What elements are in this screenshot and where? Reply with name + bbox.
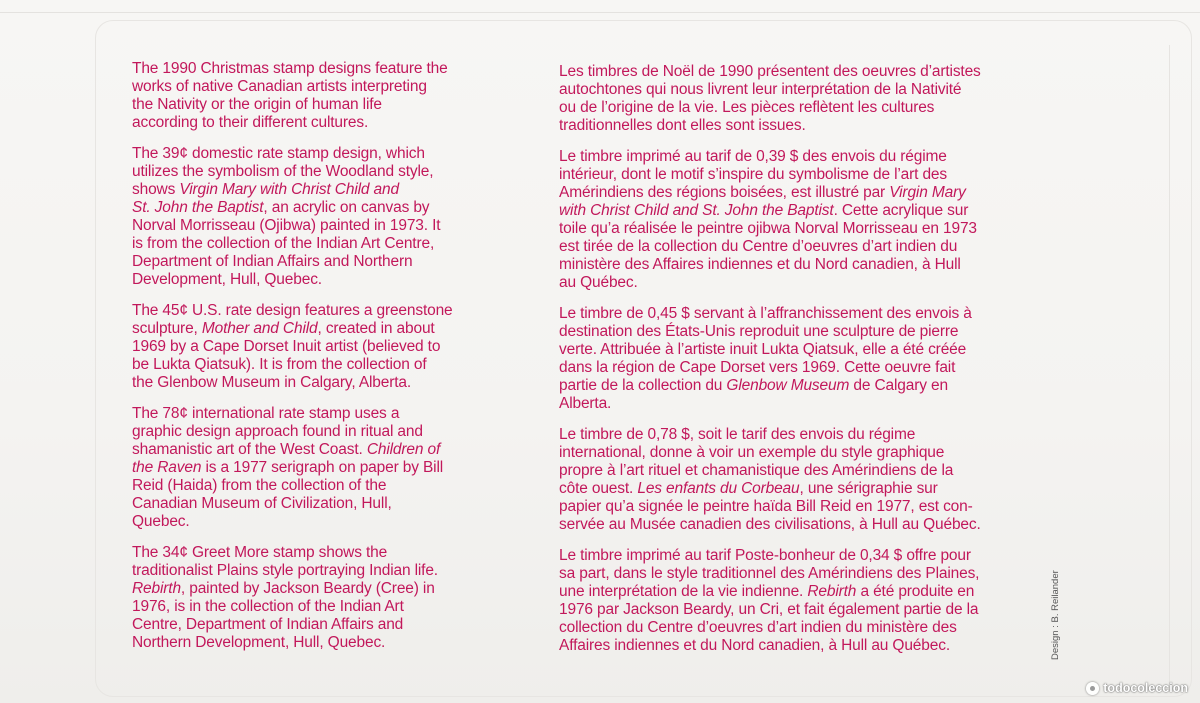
english-45c-text-b: , created in about 1969 by a Cape Dorset Inuit artist (believed to be Lukta Qiatsuk). It is from the collection of the Glenbow Museum in Calgary, Alberta. [132, 320, 441, 391]
english-78c-text-a: The 78¢ international rate stamp uses a graphic design approach found in ritual and shamanistic art of the West Coast. [132, 405, 423, 458]
french-intro-paragraph: Les timbres de Noël de 1990 présentent des oeuvres d’artistes autochtones qui nous livrent leur interprétation de la Nativité ou de l’origine de la vie. Les pièces reflètent les cultures traditionnelles dont elles sont issues. [559, 63, 981, 134]
french-078-text-a: Le timbre de 0,78 $, soit le tarif des envois du régime international, donne à voir un exemple du style graphique propre à l’art rituel et chamanistique des Amérindiens de la côte ouest. [559, 426, 954, 497]
envelope-right-edge [1169, 45, 1200, 685]
french-078-artwork-title: Les enfants du Corbeau [637, 480, 800, 497]
french-078-text-b: , une sérigraphie sur papier qu’a signée le peintre haïda Bill Reid en 1977, est con- servée au Musée canadien des civilisations, à Hull au Québec. [559, 480, 981, 533]
english-text-column [132, 60, 512, 665]
english-45c-text-a: The 45¢ U.S. rate design features a greenstone sculpture, [132, 302, 453, 337]
english-45c-paragraph [132, 302, 512, 392]
english-34c-text-b: , painted by Jackson Beardy (Cree) in 1976, is in the collection of the Indian Art Centre, Department of Indian Affairs and Northern Development, Hull, Quebec. [132, 580, 435, 651]
english-34c-text-a: The 34¢ Greet More stamp shows the traditionalist Plains style portraying Indian life. [132, 544, 438, 579]
french-039-paragraph [559, 148, 1044, 292]
french-034-text-b: a été produite en 1976 par Jackson Beardy, un Cri, et fait également partie de la collection du Centre d’oeuvres d’art indien du ministère des Affaires indiennes et du Nord canadien, à Hull au Québec. [559, 583, 979, 654]
english-34c-paragraph [132, 544, 512, 652]
english-intro-paragraph: The 1990 Christmas stamp designs feature the works of native Canadian artists interpreting the Nativity or the origin of human life according to their different cultures. [132, 60, 448, 131]
watermark [1086, 681, 1188, 695]
english-39c-text-a: The 39¢ domestic rate stamp design, which utilizes the symbolism of the Woodland style, shows [132, 145, 434, 198]
french-039-text-b: . Cette acrylique sur toile qu’a réalisée le peintre ojibwa Norval Morrisseau en 1973 est tirée de la collection du Centre d’oeuvres d’art indien du ministère des Affaires indiennes et du Nord canadien, à Hull au Québec. [559, 202, 977, 291]
english-34c-artwork-title: Rebirth [132, 580, 181, 597]
french-039-text-a: Le timbre imprimé au tarif de 0,39 $ des envois du régime intérieur, dont le motif s’inspire du symbolisme de l’art des Amérindiens des régions boisées, est illustré par [559, 148, 948, 201]
english-78c-paragraph [132, 405, 512, 531]
french-045-text-a: Le timbre de 0,45 $ servant à l’affranchissement des envois à destination des États-Unis reproduit une sculpture de pierre verte. Attribuée à l’artiste inuit Lukta Qiatsuk, elle a été créée dans la région de Cape Dorset vers 1969. Cette oeuvre fait partie de la collection du [559, 305, 972, 394]
designer-credit: Design : B. Reilander [1050, 570, 1061, 660]
english-78c-artwork-title: Children of the Raven [132, 441, 441, 476]
envelope-top-edge [0, 12, 1200, 13]
french-045-text-b: de Calgary en Alberta. [559, 377, 948, 412]
english-39c-text-b: , an acrylic on canvas by Norval Morrisseau (Ojibwa) painted in 1973. It is from the collection of the Indian Art Centre, Department of Indian Affairs and Northern Development, Hull, Quebec. [132, 199, 441, 288]
french-045-museum-title: Glenbow Museum [726, 377, 850, 394]
french-078-paragraph [559, 426, 1044, 534]
english-39c-paragraph [132, 145, 512, 289]
todocoleccion-logo-icon [1086, 682, 1099, 695]
english-45c-artwork-title: Mother and Child [201, 320, 318, 337]
french-text-column [559, 63, 1044, 668]
french-034-paragraph [559, 547, 1044, 655]
english-78c-text-b: is a 1977 serigraph on paper by Bill Reid (Haida) from the collection of the Canadian Museum of Civilization, Hull, Quebec. [132, 459, 444, 530]
french-045-paragraph [559, 305, 1044, 413]
english-39c-artwork-title: Virgin Mary with Christ Child and St. John the Baptist [132, 181, 399, 216]
watermark-text: todocoleccion [1103, 681, 1188, 695]
french-034-text-a: Le timbre imprimé au tarif Poste-bonheur de 0,34 $ offre pour sa part, dans le style traditionnel des Amérindiens des Plaines, une interprétation de la vie indienne. [559, 547, 980, 600]
french-034-artwork-title: Rebirth [807, 583, 857, 600]
french-039-artwork-title: Virgin Mary with Christ Child and St. John the Baptist [559, 184, 966, 219]
